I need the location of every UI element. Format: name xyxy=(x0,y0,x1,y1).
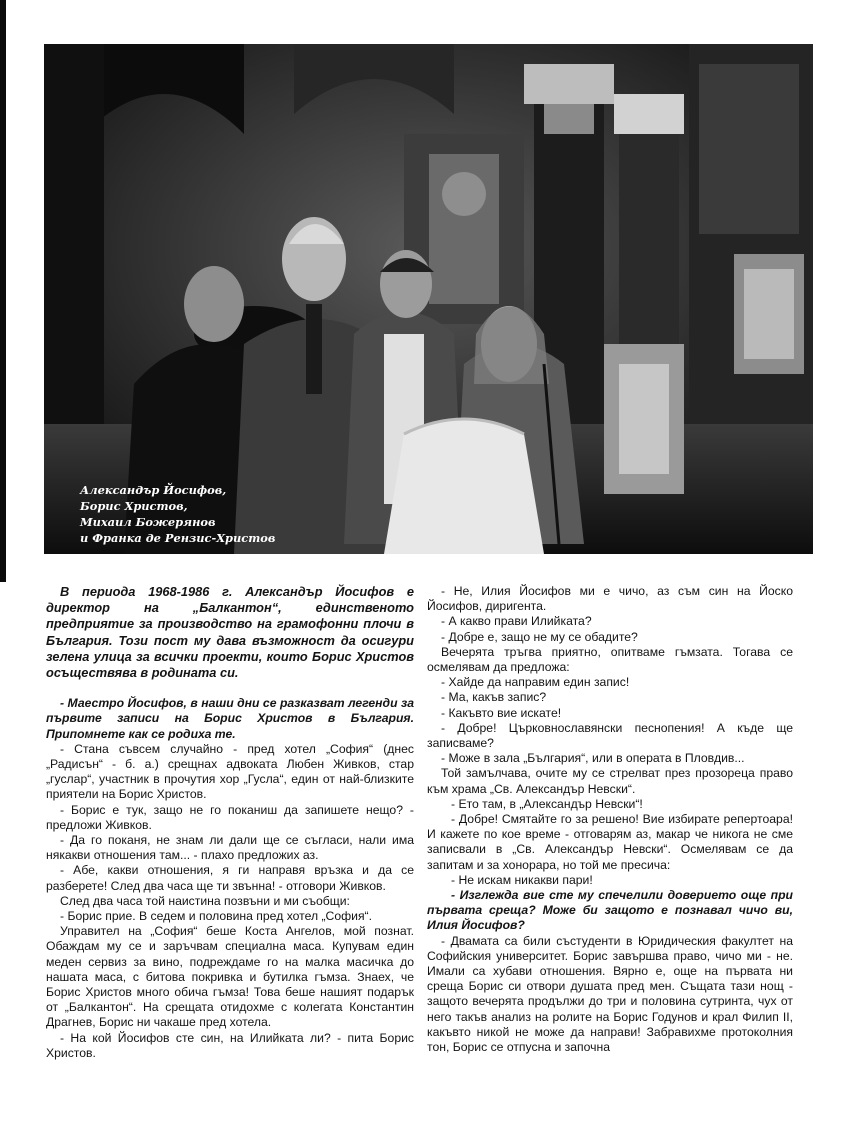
interview-paragraph: - Какъвто вие искате! xyxy=(441,705,562,720)
caption-line: и Франка де Рензис-Христов xyxy=(80,531,276,545)
interview-paragraph: - Може в зала „България“, или в операта в Пловдив... xyxy=(441,751,745,766)
page-edge-bar xyxy=(0,0,6,582)
interview-paragraph: - Борис е тук, защо не го поканиш да запишете нещо? - предложи Живков. xyxy=(46,802,414,832)
article-column-left xyxy=(46,584,414,1061)
interview-paragraph: - Добре! Смятайте го за решено! Вие избирате репертоара! И кажете по кое време - отговарям аз, макар че никога не сме записвали в „Св. Александър Невски“. Осмелявам се да запитам и за хонорара, но той ме пресича: xyxy=(427,812,793,872)
caption-line: Александър Йосифов, xyxy=(80,483,227,497)
interview-paragraph: - На кой Йосифов сте син, на Илийката ли? - пита Борис Христов. xyxy=(46,1030,414,1060)
interview-paragraph: - Ма, какъв запис? xyxy=(441,690,547,705)
interview-paragraph: - Да го поканя, не знам ли дали ще се съгласи, нали има някакви отношения там... - плахо предложих аз. xyxy=(46,833,414,863)
interview-paragraph: - Добре! Църковнославянски песнопения! А къде ще записваме? xyxy=(427,720,793,751)
caption-line: Борис Христов, xyxy=(80,499,188,513)
caption-line: Михаил Божерянов xyxy=(80,515,216,529)
interview-paragraph: - Добре е, защо не му се обадите? xyxy=(441,629,638,644)
interview-paragraph: - Ето там, в „Александър Невски“! xyxy=(451,796,643,811)
cathedral-photo xyxy=(44,44,813,554)
interview-paragraph: - Абе, какви отношения, я ги направя връзка и да се разберете! След два часа ще ти звънна! - отговори Живков. xyxy=(46,863,414,893)
interview-question: - Маестро Йосифов, в наши дни се разказват легенди за първите записи на Борис Христов в България. Припомнете как се родиха те. xyxy=(46,696,414,741)
interview-paragraph: Вечерята тръгва приятно, опитваме гъмзата. Тогава се осмелявам да предложа: xyxy=(427,644,793,675)
photo-caption xyxy=(80,482,380,546)
article-column-right xyxy=(427,584,793,1055)
interview-paragraph: - Не, Илия Йосифов ми е чичо, аз съм син на Йоско Йосифов, диригента. xyxy=(427,584,793,614)
interview-paragraph: - Борис прие. В седем и половина пред хотел „София“. xyxy=(60,909,372,924)
interview-paragraph: - Не искам никакви пари! xyxy=(451,872,593,887)
interview-question: - Изглежда вие сте му спечелили доверието още при първата среща? Може би защото е познавал чичо ви, Илия Йосифов? xyxy=(427,888,793,933)
interview-paragraph: - Двамата са били състуденти в Юридическия факултет на Софийския университет. Борис завършва право, чичо ми - не. Имали са хубави отношения. Вярно е, още на първата ни среща Борис си отвори душата пред мен. Същата тази нощ - защото вечерята продължи до три и половина сутринта, чух от него такъв анализ на ролите на Борис Годунов и крал Филип II, какъвто никой не може да направи! Забравихме протоколния тон, Борис се отпусна и започна xyxy=(427,933,793,1055)
interview-paragraph: Той замълчава, очите му се стрелват през прозореца право към храма „Св. Александър Невски“. xyxy=(427,766,793,796)
article-lead: В периода 1968-1986 г. Александър Йосифов е директор на „Балкантон“, единственото предприятие за производство на грамофонни плочи в България. Този пост му дава възможност да осигури зелена улица за всички проекти, които Борис Христов осъществява в родината си. xyxy=(46,584,414,681)
interview-paragraph: Управител на „София“ беше Коста Ангелов, мой познат. Обаждам му се и заръчвам специална маса. Купувам един меден сервиз за вино, подреждаме го на малка масичка до нашата маса, с битова покривка и бутилка гъмза. Знаех, че Борис Христов много обича гъмза! Това беше нашият подарък от „Балкантон“. На срещата отидохме с колегата Константин Драгнев, Борис ни чакаше пред хотела. xyxy=(46,924,414,1030)
interview-paragraph: - Стана съвсем случайно - пред хотел „София“ (днес „Радисън“ - б. а.) срещнах адвоката Любен Живков, стар „гуслар“, участник в прочутия хор „Гусла“, един от най-близките приятели на Борис Христов. xyxy=(46,741,414,802)
interview-paragraph: - Хайде да направим един запис! xyxy=(441,675,630,690)
interview-paragraph: След два часа той наистина позвъни и ми съобщи: xyxy=(60,893,350,908)
interview-paragraph: - А какво прави Илийката? xyxy=(441,614,592,629)
cathedral-photo-drawing xyxy=(44,44,813,554)
